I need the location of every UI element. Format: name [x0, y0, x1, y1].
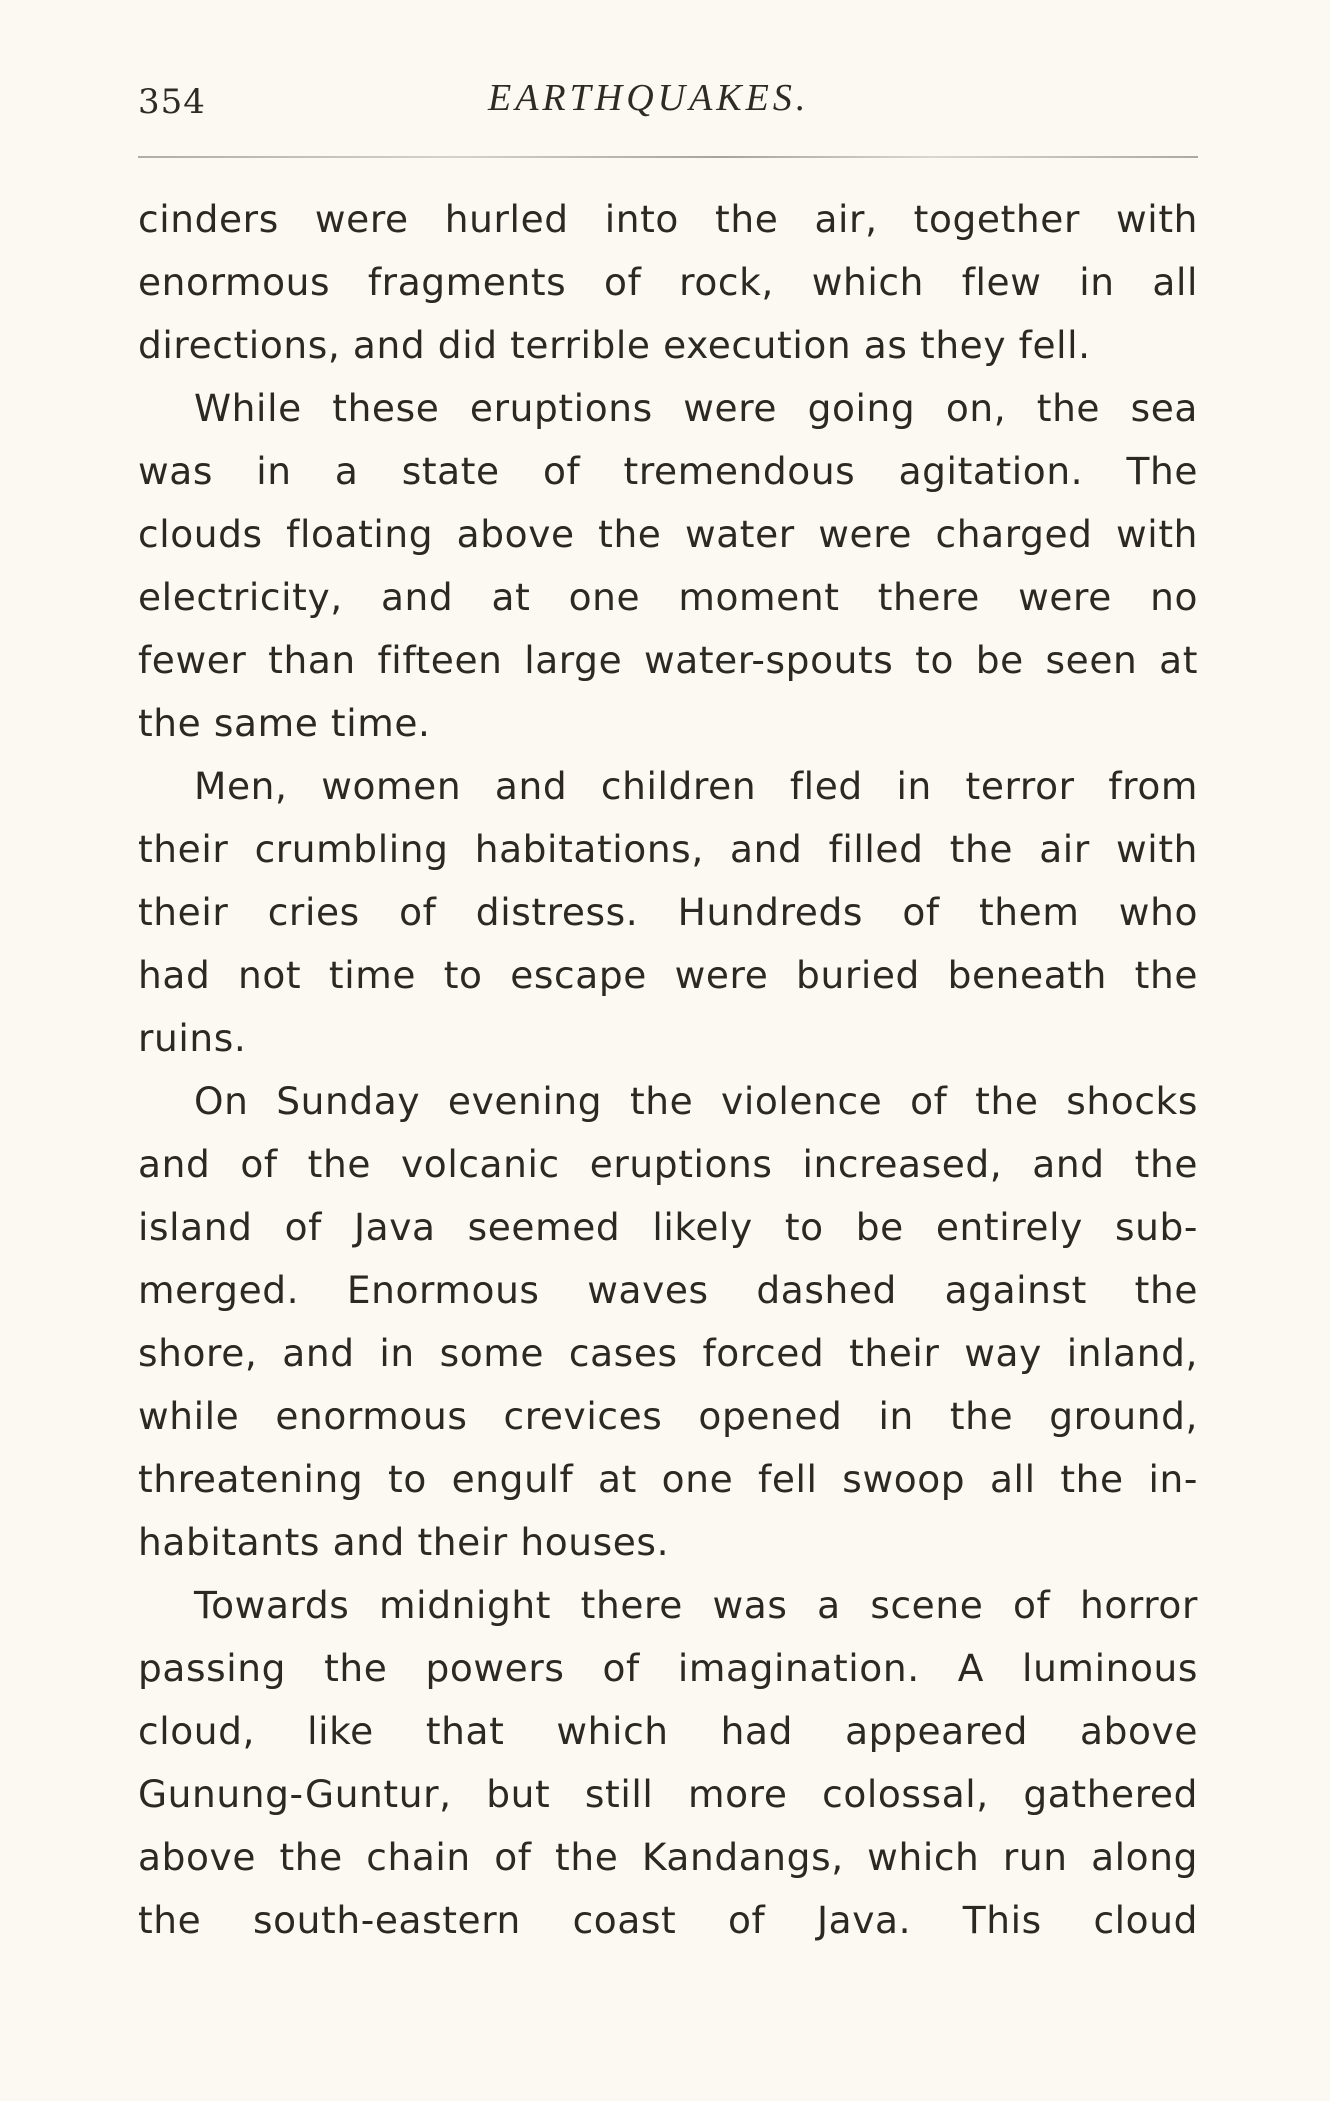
text-line: ruins.	[138, 1016, 247, 1060]
text-line: enormous fragments of rock, which flew in all	[138, 260, 1198, 304]
text-line: and of the volcanic eruptions increased, and the	[138, 1142, 1198, 1186]
text-line: fewer than fifteen large water-spouts to be seen at	[138, 638, 1198, 682]
paragraph-start-line: Towards midnight there was a scene of horror	[194, 1583, 1198, 1627]
paragraph-start-line: Men, women and children fled in terror from	[194, 764, 1198, 808]
text-line: habitants and their houses.	[138, 1520, 670, 1564]
paragraph-start-line: On Sunday evening the violence of the shocks	[194, 1079, 1198, 1123]
text-line: cloud, like that which had appeared above	[138, 1709, 1198, 1753]
text-line: passing the powers of imagination. A luminous	[138, 1646, 1198, 1690]
text-line: threatening to engulf at one fell swoop all the in-	[138, 1457, 1198, 1501]
text-line: merged. Enormous waves dashed against the	[138, 1268, 1198, 1312]
text-line: while enormous crevices opened in the ground,	[138, 1394, 1198, 1438]
text-line: island of Java seemed likely to be entirely sub-	[138, 1205, 1198, 1249]
text-line: Gunung-Guntur, but still more colossal, gathered	[138, 1772, 1198, 1816]
text-line: was in a state of tremendous agitation. The	[138, 449, 1198, 493]
text-line: their cries of distress. Hundreds of them who	[138, 890, 1198, 934]
text-line: shore, and in some cases forced their way inland,	[138, 1331, 1198, 1375]
header-rule	[138, 156, 1198, 158]
text-line: had not time to escape were buried beneath the	[138, 953, 1198, 997]
paragraph-start-line: While these eruptions were going on, the sea	[194, 386, 1198, 430]
page-number: 354	[138, 82, 206, 122]
running-title: EARTHQUAKES.	[488, 77, 810, 119]
body-text	[138, 188, 1198, 1952]
text-line: the south-eastern coast of Java. This cloud	[138, 1898, 1198, 1942]
text-line: electricity, and at one moment there were no	[138, 575, 1198, 619]
text-line: directions, and did terrible execution as they fell.	[138, 323, 1091, 367]
text-line: cinders were hurled into the air, together with	[138, 197, 1198, 241]
text-line: their crumbling habitations, and filled the air with	[138, 827, 1198, 871]
page-header	[138, 77, 1198, 142]
text-line: clouds floating above the water were charged with	[138, 512, 1198, 556]
text-line: the same time.	[138, 701, 431, 745]
text-line: above the chain of the Kandangs, which run along	[138, 1835, 1198, 1879]
